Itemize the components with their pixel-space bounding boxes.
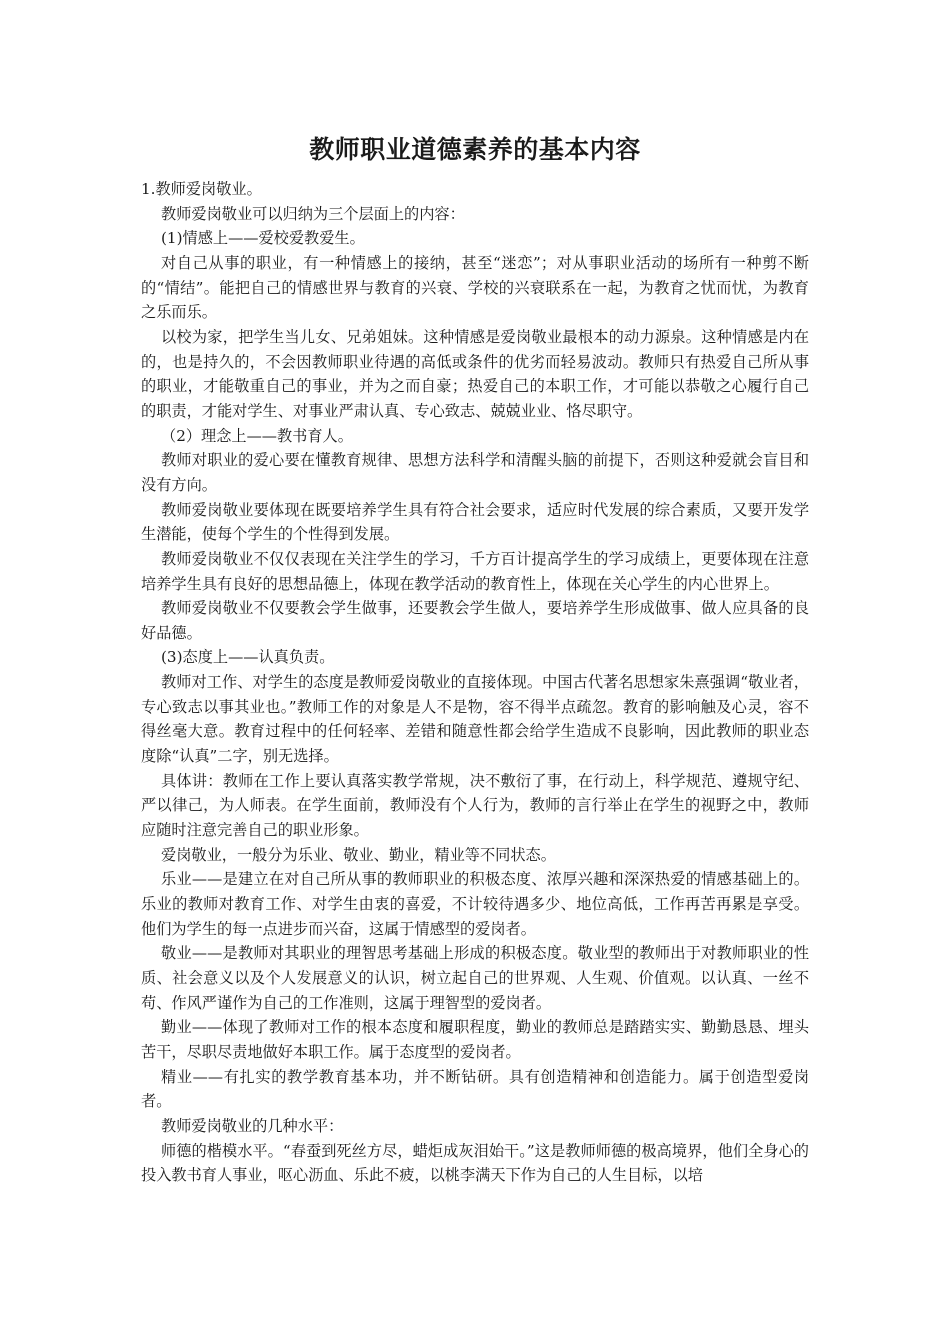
document-title: 教师职业道德素养的基本内容 [309, 135, 641, 164]
paragraph: 教师爱岗敬业的几种水平： [161, 1116, 344, 1135]
paragraph: 教师爱岗敬业要体现在既要培养学生具有符合社会要求，适应时代发展的综合素质，又要开发学生潜能，使每个学生的个性得到发展。 [141, 500, 809, 544]
paragraph: 对自己从事的职业，有一种情感上的接纳，甚至“迷恋”；对从事职业活动的场所有一种剪不断的“情结”。能把自己的情感世界与教育的兴衰、学校的兴衰联系在一起，为教育之忧而忧，为教育之乐而乐。 [141, 253, 809, 322]
paragraph: 教师对职业的爱心要在懂教育规律、思想方法科学和清醒头脑的前提下，否则这种爱就会盲目和没有方向。 [141, 451, 809, 494]
paragraph: 以校为家，把学生当儿女、兄弟姐妹。这种情感是爱岗敬业最根本的动力源泉。这种情感是内在的，也是持久的，不会因教师职业待遇的高低或条件的优劣而轻易波动。教师只有热爱自己所从事的职业，才能敬重自己的事业，并为之而自豪；热爱自己的本职工作，才可能以恭敬之心履行自己的职责，才能对学生、对事业严肃认真、专心致志、兢兢业业、恪尽职守。 [141, 327, 809, 420]
paragraph: （2）理念上——教书育人。 [161, 426, 353, 445]
paragraph: 师德的楷模水平。“春蚕到死丝方尽，蜡炬成灰泪始干。”这是教师师德的极高境界，他们全身心的投入教书育人事业，呕心沥血、乐此不疲，以桃李满天下作为自己的人生目标，以培 [141, 1141, 809, 1185]
paragraph: (3)态度上——认真负责。 [161, 648, 335, 667]
paragraph: 具体讲：教师在工作上要认真落实教学常规，决不敷衍了事，在行动上，科学规范、遵规守纪、严以律己，为人师表。在学生面前，教师没有个人行为，教师的言行举止在学生的视野之中，教师应随时注意完善自己的职业形象。 [141, 771, 809, 840]
paragraph: 爱岗敬业，一般分为乐业、敬业、勤业，精业等不同状态。 [161, 845, 556, 864]
paragraph: 1.教师爱岗敬业。 [141, 180, 262, 198]
paragraph: 精业——有扎实的教学教育基本功，并不断钻研。具有创造精神和创造能力。属于创造型爱岗者。 [141, 1067, 809, 1111]
paragraph: 教师爱岗敬业不仅仅表现在关注学生的学习，千方百计提高学生的学习成绩上，更要体现在注意培养学生具有良好的思想品德上，体现在教学活动的教育性上，体现在关心学生的内心世界上。 [141, 549, 809, 593]
paragraph: 教师爱岗敬业不仅要教会学生做事，还要教会学生做人，要培养学生形成做事、做人应具备的良好品德。 [141, 599, 809, 642]
paragraph: 敬业——是教师对其职业的理智思考基础上形成的积极态度。敬业型的教师出于对教师职业的性质、社会意义以及个人发展意义的认识，树立起自己的世界观、人生观、价值观。以认真、一丝不苟、作风严谨作为自己的工作准则，这属于理智型的爱岗者。 [141, 944, 809, 1012]
paragraph: 教师对工作、对学生的态度是教师爱岗敬业的直接体现。中国古代著名思想家朱熹强调“敬业者，专心致志以事其业也。”教师工作的对象是人不是物，容不得半点疏忽。教育的影响触及心灵，容不得丝毫大意。教育过程中的任何轻率、差错和随意性都会给学生造成不良影响，因此教师的职业态度除“认真”二字，别无选择。 [141, 673, 809, 766]
paragraph: 教师爱岗敬业可以归纳为三个层面上的内容： [161, 204, 465, 223]
paragraph: 乐业——是建立在对自己所从事的教师职业的积极态度、浓厚兴趣和深深热爱的情感基础上的。乐业的教师对教育工作、对学生由衷的喜爱，不计较待遇多少、地位高低，工作再苦再累是享受。他们为学生的每一点进步而兴奋，这属于情感型的爱岗者。 [141, 870, 809, 938]
paragraph: (1)情感上——爱校爱教爱生。 [161, 229, 365, 248]
paragraph: 勤业——体现了教师对工作的根本态度和履职程度，勤业的教师总是踏踏实实、勤勤恳恳、埋头苦干，尽职尽责地做好本职工作。属于态度型的爱岗者。 [141, 1018, 809, 1061]
document-body [141, 177, 809, 1188]
